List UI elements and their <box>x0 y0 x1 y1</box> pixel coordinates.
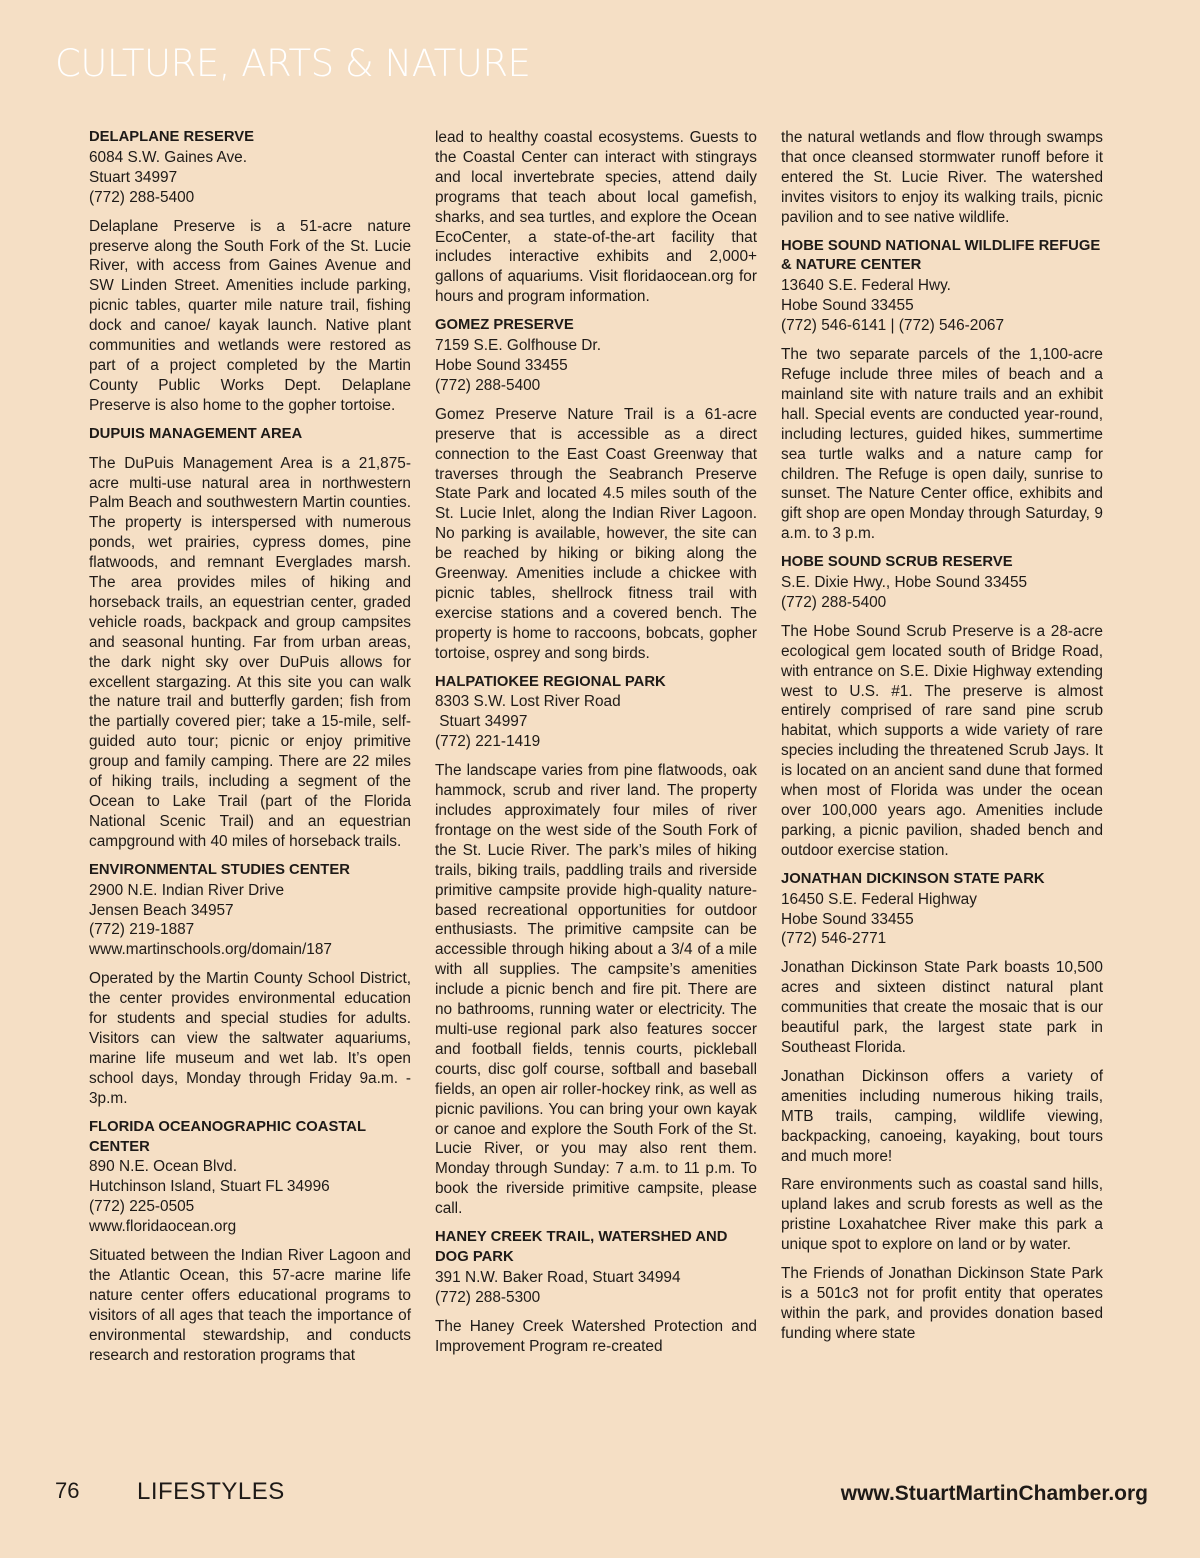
column-3 <box>781 128 1109 1353</box>
listing-street: 16450 S.E. Federal Highway <box>781 890 977 908</box>
listing-description: Jonathan Dickinson State Park boasts 10,500 acres and sixteen distinct natural plant communities that create the mosaic that is our beautiful park, the largest state park in Southeast Florida. <box>781 959 1103 1056</box>
listing-description: The landscape varies from pine flatwoods, oak hammock, scrub and river land. The property includes approximately four miles of river frontage on the west side of the South Fork of the St. Lucie River. The park’s miles of hiking trails, biking trails, paddling trails and riverside primitive campsite provide high-quality nature-based recreational opportunities for outdoor enthusiasts. The primitive campsite can be accessible through hiking about a 3/4 of a mile with all supplies. The campsite’s amenities include a picnic bench and fire pit. There are no bathrooms, running water or electricity. The multi-use regional park also features soccer and football fields, tennis courts, pickleball courts, disc golf course, softball and baseball fields, an open air roller-hockey rink, as well as picnic pavilions. You can bring your own kayak or canoe and explore the South Fork of the St. Lucie River, or you may also rent them. Monday through Sunday: 7 a.m. to 11 p.m. To book the riverside primitive campsite, please call. <box>435 762 757 1218</box>
listing-city: Hobe Sound 33455 <box>781 910 914 928</box>
listing-halpatiokee-regional-park <box>435 673 757 1219</box>
listing-gomez-preserve <box>435 316 757 663</box>
listing-description: Delaplane Preserve is a 51-acre nature preserve along the South Fork of the St. Lucie River, with access from Gaines Avenue and SW Linden Street. Amenities include parking, picnic tables, quarter mile nature trail, fishing dock and canoe/ kayak launch. Native plant communities and wetlands were restored as part of a project completed by the Martin County Public Works Dept. Delaplane Preserve is also home to the gopher tortoise. <box>89 217 411 414</box>
listing-description: The two separate parcels of the 1,100-acre Refuge include three miles of beach and a mainland site with nature trails and an exhibit hall. Special events are conducted year-round, including lectures, guided hikes, summertime sea turtle walks and a nature camp for children. The Refuge is open daily, sunrise to sunset. The Nature Center office, exhibits and gift shop are open Monday through Saturday, 9 a.m. to 3 p.m. <box>781 346 1103 543</box>
listing-street: 890 N.E. Ocean Blvd. <box>89 1158 237 1176</box>
listing-city: Jensen Beach 34957 <box>89 901 234 919</box>
listing-delaplane-reserve <box>89 128 411 416</box>
listing-description: Rare environments such as coastal sand hills, upland lakes and scrub forests as well as the pristine Loxahatchee River make this park a unique spot to explore on land or by water. <box>781 1176 1103 1254</box>
listing-name: FLORIDA OCEANOGRAPHIC COASTAL CENTER <box>89 1118 366 1155</box>
listing-city: Hobe Sound 33455 <box>781 297 914 315</box>
listing-description: Operated by the Martin County School District, the center provides environmental education for students and special studies for adults. Visitors can view the saltwater aquariums, marine life museum and wet lab. It’s open school days, Monday through Friday 9a.m. - 3p.m. <box>89 970 411 1107</box>
listing-description: Situated between the Indian River Lagoon and the Atlantic Ocean, this 57-acre marine life nature center offers educational programs to visitors of all ages that teach the importance of environmental stewardship, and conducts research and restoration programs that <box>89 1247 411 1364</box>
listing-name: HOBE SOUND NATIONAL WILDLIFE REFUGE & NATURE CENTER <box>781 237 1109 274</box>
listing-city: Stuart 34997 <box>89 168 178 186</box>
listing-website[interactable]: www.floridaocean.org <box>89 1218 237 1236</box>
listing-name: JONATHAN DICKINSON STATE PARK <box>781 870 1045 887</box>
listing-description: The DuPuis Management Area is a 21,875-acre multi-use natural area in northwestern Palm Beach and southwestern Martin counties. The property is interspersed with numerous ponds, wet prairies, cypress domes, pine flatwoods, and remnant Everglades marsh. The area provides miles of hiking and horseback trails, an equestrian center, graded vehicle roads, backpack and group campsites and seasonal hunting. Far from urban areas, the dark night sky over DuPuis allows for excellent stargazing. At this site you can walk the nature trail and butterfly garden; fish from the partially covered pier; take a 15-mile, self-guided auto tour; picnic or enjoy primitive group and family camping. There are 22 miles of hiking trails, including a segment of the Ocean to Lake Trail (part of the Florida National Scenic Trail) and an equestrian campground with 40 miles of horseback trails. <box>89 454 411 850</box>
listing-florida-oceanographic-coastal-center <box>89 1118 411 1366</box>
listing-name: HALPATIOKEE REGIONAL PARK <box>435 673 666 690</box>
listing-phone: (772) 221-1419 <box>435 733 541 751</box>
listing-street: 8303 S.W. Lost River Road <box>435 693 621 711</box>
listing-name: DUPUIS MANAGEMENT AREA <box>89 425 303 442</box>
listing-hobe-sound-scrub-reserve <box>781 553 1103 861</box>
listing-description: Jonathan Dickinson offers a variety of amenities including numerous hiking trails, MTB trails, camping, wildlife viewing, backpacking, canoeing, kayaking, bout tours and much more! <box>781 1067 1103 1165</box>
listing-phone: (772) 288-5400 <box>89 188 195 206</box>
listing-phone: (772) 219-1887 <box>89 921 195 939</box>
listing-description: The Haney Creek Watershed Protection and Improvement Program re-created <box>435 1317 757 1355</box>
listing-street: 6084 S.W. Gaines Ave. <box>89 148 247 166</box>
listing-website[interactable]: www.martinschools.org/domain/187 <box>89 941 332 959</box>
listing-jonathan-dickinson-state-park <box>781 870 1103 1344</box>
listing-description: The Hobe Sound Scrub Preserve is a 28-acre ecological gem located south of Bridge Road, with entrance on S.E. Dixie Highway extending west to U.S. #1. The preserve is almost entirely comprised of rare sand pine scrub habitat, which supports a wide variety of rare species including the threatened Scrub Jays. It is located on an ancient sand dune that formed when most of Florida was under the ocean over 100,000 years ago. Amenities include parking, a picnic pavilion, shaded bench and outdoor exercise station. <box>781 622 1103 859</box>
listing-description: The Friends of Jonathan Dickinson State Park is a 501c3 not for profit entity that operates within the park, and provides donation based funding where state <box>781 1265 1103 1342</box>
listing-street: 7159 S.E. Golfhouse Dr. <box>435 337 601 355</box>
listing-description: Gomez Preserve Nature Trail is a 61-acre preserve that is accessible as a direct connection to the East Coast Greenway that traverses through the Seabranch Preserve State Park and located 4.5 miles south of the St. Lucie Inlet, along the Indian River Lagoon. No parking is available, however, the site can be reached by hiking or biking along the Greenway. Amenities include a chickee with picnic tables, shellrock fitness trail with exercise stations and a covered bench. The property is home to raccoons, bobcats, gopher tortoise, osprey and song birds. <box>435 405 757 662</box>
listing-name: GOMEZ PRESERVE <box>435 317 574 334</box>
listing-name: HANEY CREEK TRAIL, WATERSHED AND DOG PARK <box>435 1229 728 1265</box>
listing-street: S.E. Dixie Hwy., Hobe Sound 33455 <box>781 574 1028 592</box>
listing-dupuis-management-area <box>89 425 411 852</box>
listing-phone: (772) 225-0505 <box>89 1198 195 1216</box>
website-link[interactable]: www.StuartMartinChamber.org <box>840 1482 1148 1505</box>
listing-phone: (772) 546-2771 <box>781 930 887 948</box>
continued-text: the natural wetlands and flow through swamps that once cleansed stormwater runoff before it entered the St. Lucie River. The watershed invites visitors to enjoy its walking trails, picnic pavilion and to see native wildlife. <box>781 129 1103 226</box>
listing-street: 391 N.W. Baker Road, Stuart 34994 <box>435 1268 681 1286</box>
listing-phone: (772) 546-6141 | (772) 546-2067 <box>781 317 1005 335</box>
listing-street: 2900 N.E. Indian River Drive <box>89 881 285 899</box>
listing-city: Hobe Sound 33455 <box>435 356 568 374</box>
listing-name: HOBE SOUND SCRUB RESERVE <box>781 554 1013 571</box>
continued-text: lead to healthy coastal ecosystems. Guests to the Coastal Center can interact with stingrays and local invertebrate species, attend daily programs that teach about local gamefish, sharks, and sea turtles, and explore the Ocean EcoCenter, a state-of-the-art facility that includes interactive exhibits and 2,000+ gallons of aquariums. Visit floridaocean.org for hours and program information. <box>435 129 757 306</box>
listing-name: DELAPLANE RESERVE <box>89 129 254 145</box>
listing-phone: (772) 288-5300 <box>435 1288 541 1306</box>
listing-city: Hutchinson Island, Stuart FL 34996 <box>89 1178 330 1196</box>
section-title: CULTURE, ARTS & NATURE <box>55 42 531 85</box>
column-1 <box>89 128 411 1374</box>
listing-hobe-sound-wildlife-refuge <box>781 237 1109 545</box>
listing-phone: (772) 288-5400 <box>781 593 887 611</box>
listing-name: ENVIRONMENTAL STUDIES CENTER <box>89 861 350 878</box>
listing-environmental-studies-center <box>89 861 411 1109</box>
listing-haney-creek-trail <box>435 1228 757 1356</box>
listing-city: Stuart 34997 <box>435 713 528 731</box>
listing-street: 13640 S.E. Federal Hwy. <box>781 277 951 295</box>
column-2 <box>435 128 757 1365</box>
listing-phone: (772) 288-5400 <box>435 376 541 394</box>
page-number: 76 <box>55 1478 80 1503</box>
magazine-name: LIFESTYLES <box>137 1478 285 1505</box>
